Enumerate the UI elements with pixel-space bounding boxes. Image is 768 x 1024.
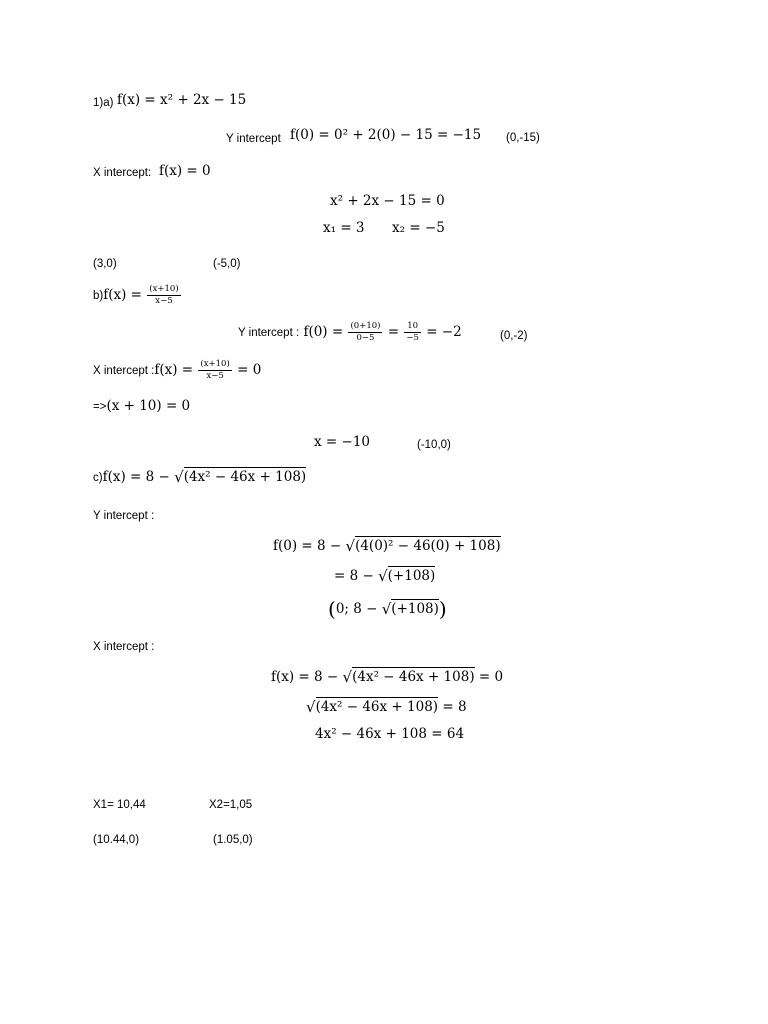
part-a-x-intercept-label: X intercept: bbox=[93, 167, 152, 179]
fraction-numerator: 10 bbox=[404, 322, 421, 333]
radicand: (+108) bbox=[387, 568, 436, 584]
part-b-x-fraction bbox=[198, 360, 231, 381]
part-c-x-line-2 bbox=[306, 700, 467, 715]
radicand: (4(0)² − 46(0) + 108) bbox=[355, 538, 501, 554]
part-c-x-line1-rhs: = 0 bbox=[478, 669, 504, 685]
part-c-x-line-3: 4x² − 46x + 108 = 64 bbox=[315, 726, 465, 742]
part-b-x-solution: x = −10 bbox=[314, 434, 370, 450]
part-c-x-line-1 bbox=[271, 670, 503, 685]
part-a-x-intercept-eq: f(x) = 0 bbox=[159, 163, 211, 179]
part-a-y-point: (0,-15) bbox=[506, 132, 540, 144]
part-b-y-intercept-label: Y intercept : bbox=[238, 326, 300, 339]
part-c-function-line bbox=[93, 470, 306, 485]
part-c-y-line-1 bbox=[273, 539, 501, 554]
part-b-implies-line bbox=[93, 400, 190, 414]
part-a-x2: x₂ = −5 bbox=[392, 220, 445, 236]
part-c-y-line2-lhs: = 8 − bbox=[334, 568, 374, 584]
part-b-function-fraction bbox=[147, 285, 180, 306]
square-root: √(4x² − 46x + 108) bbox=[342, 668, 475, 686]
part-b-implies-eq: (x + 10) = 0 bbox=[106, 398, 191, 414]
part-c-point-2: (1.05,0) bbox=[213, 834, 253, 846]
part-a-point-2: (-5,0) bbox=[213, 258, 241, 270]
part-b-x-rhs: = 0 bbox=[237, 361, 262, 378]
part-a-point-1: (3,0) bbox=[93, 258, 117, 270]
part-b-y-fraction-1 bbox=[348, 322, 382, 343]
part-c-y-line-3: (0; 8 − √(+108)) bbox=[328, 597, 447, 621]
part-a-x1: x₁ = 3 bbox=[323, 220, 365, 236]
part-b-label: b) bbox=[93, 289, 104, 302]
part-c-function-lhs: f(x) = 8 − bbox=[102, 469, 170, 485]
part-b-y-result: = −2 bbox=[426, 323, 462, 340]
part-b-x-point: (-10,0) bbox=[417, 439, 451, 451]
part-b-y-point: (0,-2) bbox=[500, 330, 528, 342]
radicand: (4x² − 46x + 108) bbox=[352, 669, 475, 685]
part-b-x-lhs: f(x) = bbox=[154, 361, 194, 378]
square-root: √(+108) bbox=[381, 600, 439, 618]
fraction-numerator: (0+10) bbox=[350, 321, 381, 331]
square-root: √(4x² − 46x + 108) bbox=[174, 468, 307, 486]
square-root: √(+108) bbox=[378, 567, 436, 585]
part-b-implies-prefix: => bbox=[93, 401, 107, 413]
fraction-numerator: (x+10) bbox=[149, 284, 179, 294]
part-a-equation: x² + 2x − 15 = 0 bbox=[330, 193, 445, 209]
part-c-y-intercept-label: Y intercept : bbox=[93, 510, 155, 522]
fraction-numerator: (x+10) bbox=[200, 359, 230, 369]
radicand: (4x² − 46x + 108) bbox=[183, 469, 307, 485]
part-a-y-intercept-calc: f(0) = 0² + 2(0) − 15 = −15 bbox=[290, 127, 482, 143]
part-b-x-intercept-label: X intercept : bbox=[93, 364, 155, 377]
part-b-x-intercept-line bbox=[93, 360, 261, 381]
part-c-x-line2-rhs: = 8 bbox=[442, 699, 467, 715]
radicand: (4x² − 46x + 108) bbox=[315, 699, 439, 715]
part-c-x2-value: X2=1,05 bbox=[209, 799, 253, 811]
part-b-y-intercept-line: Y intercept : f(0) = $\frac{(0+10)}{0-5}$ = $\frac{10}{-5}$ = −2 bbox=[238, 321, 462, 343]
part-b-function-line bbox=[93, 285, 182, 306]
radicand: (+108) bbox=[391, 601, 439, 617]
square-root: √(4x² − 46x + 108) bbox=[306, 698, 439, 716]
fraction-denominator: x−5 bbox=[155, 295, 173, 306]
part-b-y-lhs: f(0) = bbox=[303, 323, 344, 340]
part-a-label: 1)a) bbox=[93, 97, 114, 109]
fraction-denominator: −5 bbox=[406, 332, 419, 343]
part-a-y-intercept-label: Y intercept bbox=[226, 133, 281, 145]
part-c-x1-value: X1= 10,44 bbox=[93, 799, 146, 811]
part-c-point-1: (10.44,0) bbox=[93, 834, 140, 846]
part-b-y-fraction-2 bbox=[404, 322, 421, 343]
part-c-y-line-2 bbox=[334, 569, 435, 584]
part-c-y-line1-lhs: f(0) = 8 − bbox=[273, 538, 342, 554]
part-c-y-line3-prefix: 0; 8 − bbox=[335, 601, 378, 617]
part-b-function-lhs: f(x) = bbox=[103, 286, 142, 303]
part-a-function: f(x) = x² + 2x − 15 bbox=[117, 92, 247, 108]
part-c-x-line1-lhs: f(x) = 8 − bbox=[271, 669, 339, 685]
fraction-denominator: x−5 bbox=[206, 370, 224, 381]
square-root: √(4(0)² − 46(0) + 108) bbox=[345, 537, 501, 555]
part-c-label: c) bbox=[93, 472, 103, 484]
fraction-denominator: 0−5 bbox=[356, 332, 375, 343]
part-c-x-intercept-label: X intercept : bbox=[93, 641, 155, 653]
